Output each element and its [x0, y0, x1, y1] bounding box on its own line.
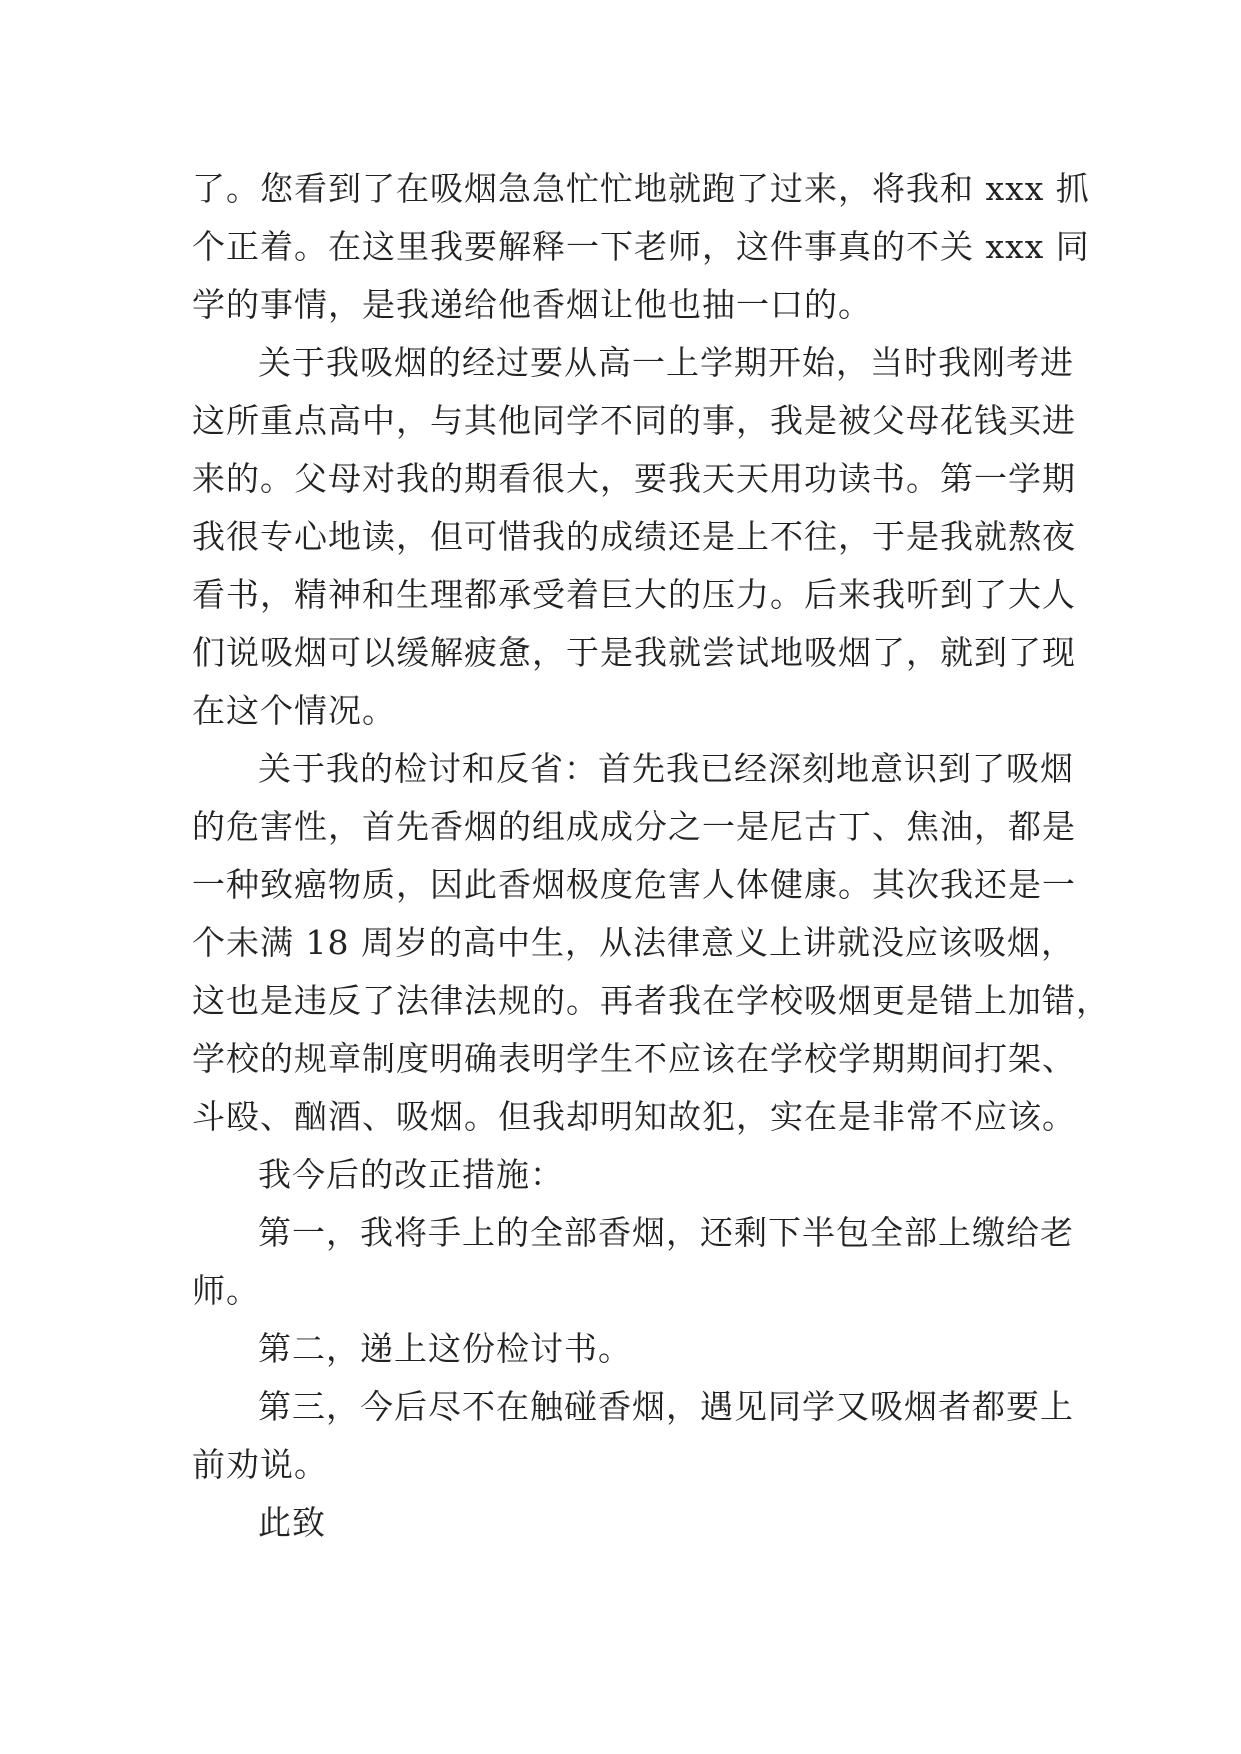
text-line: 来的。父母对我的期看很大，要我天天用功读书。第一学期 [192, 459, 1076, 498]
text-line: 关于我吸烟的经过要从高一上学期开始，当时我刚考进 [258, 343, 1074, 382]
text-line: 第三，今后尽不在触碰香烟，遇见同学又吸烟者都要上 [258, 1387, 1074, 1426]
text-line: 此致 [258, 1503, 326, 1542]
document-body [192, 160, 1110, 1552]
text-line: 我今后的改正措施： [258, 1155, 564, 1194]
text-line: 学的事情，是我递给他香烟让他也抽一口的。 [192, 285, 872, 324]
text-line: 师。 [192, 1271, 260, 1310]
text-line: 这也是违反了法律法规的。再者我在学校吸烟更是错上加错， [192, 981, 1110, 1020]
text-line: 看书，精神和生理都承受着巨大的压力。后来我听到了大人 [192, 575, 1076, 614]
text-line: 我很专心地读，但可惜我的成绩还是上不往，于是我就熬夜 [192, 517, 1076, 556]
text-line: 这所重点高中，与其他同学不同的事，我是被父母花钱买进 [192, 401, 1076, 440]
text-line: 第二，递上这份检讨书。 [258, 1329, 632, 1368]
text-line: 关于我的检讨和反省：首先我已经深刻地意识到了吸烟 [258, 749, 1074, 788]
text-line: 们说吸烟可以缓解疲惫，于是我就尝试地吸烟了，就到了现 [192, 633, 1076, 672]
text-line: 的危害性，首先香烟的组成成分之一是尼古丁、焦油，都是 [192, 807, 1076, 846]
text-line: 斗殴、酗酒、吸烟。但我却明知故犯，实在是非常不应该。 [192, 1097, 1076, 1136]
text-line: 个未满 18 周岁的高中生，从法律意义上讲就没应该吸烟， [192, 923, 1075, 962]
text-line: 个正着。在这里我要解释一下老师，这件事真的不关 xxx 同 [192, 227, 1090, 266]
text-line: 第一，我将手上的全部香烟，还剩下半包全部上缴给老 [258, 1213, 1074, 1252]
text-line: 学校的规章制度明确表明学生不应该在学校学期期间打架、 [192, 1039, 1076, 1078]
text-line: 了。您看到了在吸烟急急忙忙地就跑了过来，将我和 xxx 抓 [192, 169, 1090, 208]
text-line: 前劝说。 [192, 1445, 328, 1484]
text-line: 在这个情况。 [192, 691, 396, 730]
text-line: 一种致癌物质，因此香烟极度危害人体健康。其次我还是一 [192, 865, 1076, 904]
